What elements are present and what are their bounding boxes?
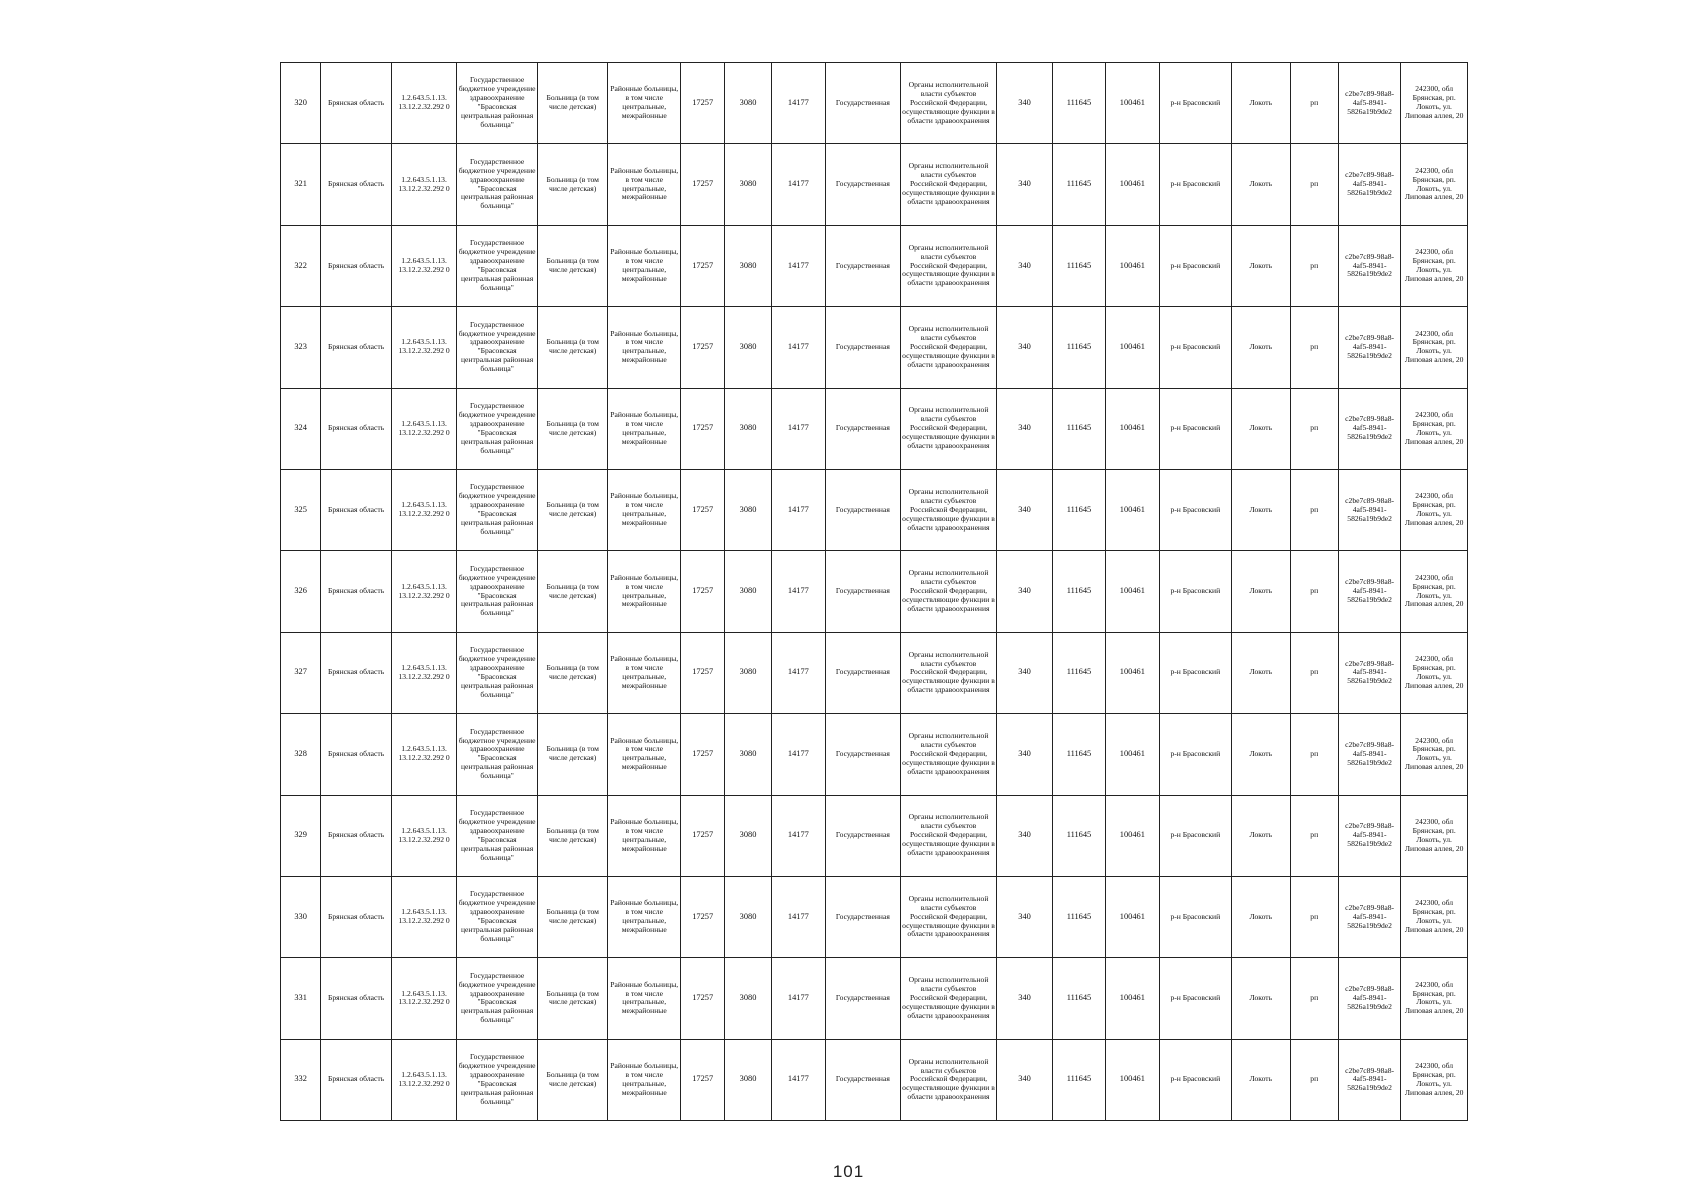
- ownership-form-cell: Государственная: [826, 714, 901, 795]
- value-2-cell: 3080: [725, 469, 771, 550]
- region-cell: Брянская область: [321, 958, 392, 1039]
- ownership-form-cell: Государственная: [826, 876, 901, 957]
- guid-cell: c2be7c89-98a8-4af5-8941-5826a19b9de2: [1338, 144, 1400, 225]
- district-cell: р-н Брасовский: [1159, 1039, 1232, 1120]
- value-2-cell: 3080: [725, 714, 771, 795]
- authority-cell: Органы исполнительной власти субъектов Российской Федерации, осуществляющие функции в области здравоохранения: [900, 876, 997, 957]
- region-cell: Брянская область: [321, 307, 392, 388]
- value-3-cell: 14177: [771, 958, 825, 1039]
- code-1-cell: 340: [997, 1039, 1052, 1120]
- code-3-cell: 100461: [1106, 795, 1159, 876]
- code-2-cell: 111645: [1052, 63, 1105, 144]
- page-number: 101: [832, 1162, 865, 1181]
- district-cell: р-н Брасовский: [1159, 469, 1232, 550]
- code-2-cell: 111645: [1052, 876, 1105, 957]
- code-3-cell: 100461: [1106, 958, 1159, 1039]
- value-3-cell: 14177: [771, 225, 825, 306]
- code-cell: 1.2.643.5.1.13. 13.12.2.32.292 0: [391, 1039, 456, 1120]
- organization-cell: Государственное бюджетное учреждение здравоохранение "Брасовская центральная районная больница": [457, 632, 538, 713]
- facility-type-cell: Больница (в том числе детская): [537, 876, 608, 957]
- district-cell: р-н Брасовский: [1159, 225, 1232, 306]
- code-1-cell: 340: [997, 307, 1052, 388]
- organization-cell: Государственное бюджетное учреждение здравоохранение "Брасовская центральная районная больница": [457, 63, 538, 144]
- code-2-cell: 111645: [1052, 225, 1105, 306]
- authority-cell: Органы исполнительной власти субъектов Российской Федерации, осуществляющие функции в области здравоохранения: [900, 63, 997, 144]
- value-3-cell: 14177: [771, 469, 825, 550]
- settlement-cell: Локоть: [1232, 307, 1290, 388]
- row-number-cell: 320: [281, 63, 321, 144]
- address-cell: 242300, обл Брянская, рп. Локоть, ул. Липовая аллея, 20: [1401, 469, 1468, 550]
- table-row: [281, 144, 1468, 225]
- address-cell: 242300, обл Брянская, рп. Локоть, ул. Липовая аллея, 20: [1401, 714, 1468, 795]
- table-row: [281, 388, 1468, 469]
- authority-cell: Органы исполнительной власти субъектов Российской Федерации, осуществляющие функции в области здравоохранения: [900, 632, 997, 713]
- row-number-cell: 330: [281, 876, 321, 957]
- settlement-type-cell: рп: [1290, 795, 1338, 876]
- code-1-cell: 340: [997, 876, 1052, 957]
- value-3-cell: 14177: [771, 876, 825, 957]
- profile-cell: Районные больницы, в том числе центральные, межрайонные: [608, 144, 681, 225]
- guid-cell: c2be7c89-98a8-4af5-8941-5826a19b9de2: [1338, 958, 1400, 1039]
- code-3-cell: 100461: [1106, 714, 1159, 795]
- settlement-type-cell: рп: [1290, 551, 1338, 632]
- address-cell: 242300, обл Брянская, рп. Локоть, ул. Липовая аллея, 20: [1401, 144, 1468, 225]
- table-body: [281, 63, 1468, 1121]
- table-row: [281, 795, 1468, 876]
- address-cell: 242300, обл Брянская, рп. Локоть, ул. Липовая аллея, 20: [1401, 1039, 1468, 1120]
- ownership-form-cell: Государственная: [826, 63, 901, 144]
- value-1-cell: 17257: [681, 1039, 725, 1120]
- settlement-cell: Локоть: [1232, 469, 1290, 550]
- value-1-cell: 17257: [681, 876, 725, 957]
- table-row: [281, 958, 1468, 1039]
- profile-cell: Районные больницы, в том числе центральные, межрайонные: [608, 876, 681, 957]
- code-3-cell: 100461: [1106, 307, 1159, 388]
- organization-cell: Государственное бюджетное учреждение здравоохранение "Брасовская центральная районная больница": [457, 876, 538, 957]
- code-cell: 1.2.643.5.1.13. 13.12.2.32.292 0: [391, 714, 456, 795]
- value-3-cell: 14177: [771, 795, 825, 876]
- address-cell: 242300, обл Брянская, рп. Локоть, ул. Липовая аллея, 20: [1401, 795, 1468, 876]
- ownership-form-cell: Государственная: [826, 144, 901, 225]
- authority-cell: Органы исполнительной власти субъектов Российской Федерации, осуществляющие функции в области здравоохранения: [900, 388, 997, 469]
- organization-cell: Государственное бюджетное учреждение здравоохранение "Брасовская центральная районная больница": [457, 225, 538, 306]
- ownership-form-cell: Государственная: [826, 795, 901, 876]
- settlement-cell: Локоть: [1232, 876, 1290, 957]
- value-3-cell: 14177: [771, 551, 825, 632]
- settlement-cell: Локоть: [1232, 714, 1290, 795]
- code-3-cell: 100461: [1106, 469, 1159, 550]
- region-cell: Брянская область: [321, 551, 392, 632]
- region-cell: Брянская область: [321, 632, 392, 713]
- authority-cell: Органы исполнительной власти субъектов Российской Федерации, осуществляющие функции в области здравоохранения: [900, 307, 997, 388]
- ownership-form-cell: Государственная: [826, 632, 901, 713]
- guid-cell: c2be7c89-98a8-4af5-8941-5826a19b9de2: [1338, 551, 1400, 632]
- code-cell: 1.2.643.5.1.13. 13.12.2.32.292 0: [391, 144, 456, 225]
- value-3-cell: 14177: [771, 632, 825, 713]
- profile-cell: Районные больницы, в том числе центральные, межрайонные: [608, 469, 681, 550]
- code-3-cell: 100461: [1106, 632, 1159, 713]
- profile-cell: Районные больницы, в том числе центральные, межрайонные: [608, 1039, 681, 1120]
- district-cell: р-н Брасовский: [1159, 63, 1232, 144]
- code-2-cell: 111645: [1052, 307, 1105, 388]
- value-2-cell: 3080: [725, 307, 771, 388]
- code-cell: 1.2.643.5.1.13. 13.12.2.32.292 0: [391, 225, 456, 306]
- row-number-cell: 327: [281, 632, 321, 713]
- code-2-cell: 111645: [1052, 551, 1105, 632]
- code-1-cell: 340: [997, 388, 1052, 469]
- authority-cell: Органы исполнительной власти субъектов Российской Федерации, осуществляющие функции в области здравоохранения: [900, 795, 997, 876]
- code-1-cell: 340: [997, 144, 1052, 225]
- code-1-cell: 340: [997, 795, 1052, 876]
- facility-type-cell: Больница (в том числе детская): [537, 1039, 608, 1120]
- hospital-registry-table: [280, 62, 1468, 1121]
- district-cell: р-н Брасовский: [1159, 632, 1232, 713]
- row-number-cell: 322: [281, 225, 321, 306]
- organization-cell: Государственное бюджетное учреждение здравоохранение "Брасовская центральная районная больница": [457, 795, 538, 876]
- value-1-cell: 17257: [681, 63, 725, 144]
- settlement-cell: Локоть: [1232, 958, 1290, 1039]
- authority-cell: Органы исполнительной власти субъектов Российской Федерации, осуществляющие функции в области здравоохранения: [900, 958, 997, 1039]
- settlement-type-cell: рп: [1290, 307, 1338, 388]
- organization-cell: Государственное бюджетное учреждение здравоохранение "Брасовская центральная районная больница": [457, 1039, 538, 1120]
- region-cell: Брянская область: [321, 1039, 392, 1120]
- profile-cell: Районные больницы, в том числе центральные, межрайонные: [608, 632, 681, 713]
- table-row: [281, 225, 1468, 306]
- profile-cell: Районные больницы, в том числе центральные, межрайонные: [608, 388, 681, 469]
- profile-cell: Районные больницы, в том числе центральные, межрайонные: [608, 63, 681, 144]
- profile-cell: Районные больницы, в том числе центральные, межрайонные: [608, 795, 681, 876]
- district-cell: р-н Брасовский: [1159, 714, 1232, 795]
- row-number-cell: 329: [281, 795, 321, 876]
- settlement-cell: Локоть: [1232, 632, 1290, 713]
- ownership-form-cell: Государственная: [826, 551, 901, 632]
- table-row: [281, 307, 1468, 388]
- value-3-cell: 14177: [771, 144, 825, 225]
- guid-cell: c2be7c89-98a8-4af5-8941-5826a19b9de2: [1338, 1039, 1400, 1120]
- code-3-cell: 100461: [1106, 876, 1159, 957]
- facility-type-cell: Больница (в том числе детская): [537, 958, 608, 1039]
- address-cell: 242300, обл Брянская, рп. Локоть, ул. Липовая аллея, 20: [1401, 307, 1468, 388]
- row-number-cell: 323: [281, 307, 321, 388]
- ownership-form-cell: Государственная: [826, 958, 901, 1039]
- row-number-cell: 321: [281, 144, 321, 225]
- address-cell: 242300, обл Брянская, рп. Локоть, ул. Липовая аллея, 20: [1401, 388, 1468, 469]
- settlement-cell: Локоть: [1232, 795, 1290, 876]
- authority-cell: Органы исполнительной власти субъектов Российской Федерации, осуществляющие функции в области здравоохранения: [900, 469, 997, 550]
- address-cell: 242300, обл Брянская, рп. Локоть, ул. Липовая аллея, 20: [1401, 225, 1468, 306]
- settlement-cell: Локоть: [1232, 388, 1290, 469]
- address-cell: 242300, обл Брянская, рп. Локоть, ул. Липовая аллея, 20: [1401, 63, 1468, 144]
- value-1-cell: 17257: [681, 225, 725, 306]
- guid-cell: c2be7c89-98a8-4af5-8941-5826a19b9de2: [1338, 225, 1400, 306]
- value-3-cell: 14177: [771, 307, 825, 388]
- ownership-form-cell: Государственная: [826, 469, 901, 550]
- region-cell: Брянская область: [321, 63, 392, 144]
- value-2-cell: 3080: [725, 225, 771, 306]
- value-1-cell: 17257: [681, 551, 725, 632]
- table-row: [281, 551, 1468, 632]
- value-2-cell: 3080: [725, 958, 771, 1039]
- region-cell: Брянская область: [321, 469, 392, 550]
- code-3-cell: 100461: [1106, 551, 1159, 632]
- settlement-type-cell: рп: [1290, 958, 1338, 1039]
- ownership-form-cell: Государственная: [826, 307, 901, 388]
- facility-type-cell: Больница (в том числе детская): [537, 225, 608, 306]
- row-number-cell: 328: [281, 714, 321, 795]
- guid-cell: c2be7c89-98a8-4af5-8941-5826a19b9de2: [1338, 307, 1400, 388]
- settlement-type-cell: рп: [1290, 632, 1338, 713]
- profile-cell: Районные больницы, в том числе центральные, межрайонные: [608, 307, 681, 388]
- district-cell: р-н Брасовский: [1159, 958, 1232, 1039]
- row-number-cell: 331: [281, 958, 321, 1039]
- guid-cell: c2be7c89-98a8-4af5-8941-5826a19b9de2: [1338, 63, 1400, 144]
- code-2-cell: 111645: [1052, 632, 1105, 713]
- code-2-cell: 111645: [1052, 958, 1105, 1039]
- district-cell: р-н Брасовский: [1159, 307, 1232, 388]
- profile-cell: Районные больницы, в том числе центральные, межрайонные: [608, 714, 681, 795]
- table-row: [281, 632, 1468, 713]
- region-cell: Брянская область: [321, 714, 392, 795]
- code-2-cell: 111645: [1052, 795, 1105, 876]
- ownership-form-cell: Государственная: [826, 388, 901, 469]
- address-cell: 242300, обл Брянская, рп. Локоть, ул. Липовая аллея, 20: [1401, 958, 1468, 1039]
- authority-cell: Органы исполнительной власти субъектов Российской Федерации, осуществляющие функции в области здравоохранения: [900, 1039, 997, 1120]
- settlement-cell: Локоть: [1232, 144, 1290, 225]
- code-cell: 1.2.643.5.1.13. 13.12.2.32.292 0: [391, 307, 456, 388]
- profile-cell: Районные больницы, в том числе центральные, межрайонные: [608, 551, 681, 632]
- value-2-cell: 3080: [725, 1039, 771, 1120]
- code-2-cell: 111645: [1052, 714, 1105, 795]
- settlement-type-cell: рп: [1290, 1039, 1338, 1120]
- address-cell: 242300, обл Брянская, рп. Локоть, ул. Липовая аллея, 20: [1401, 551, 1468, 632]
- code-cell: 1.2.643.5.1.13. 13.12.2.32.292 0: [391, 795, 456, 876]
- code-3-cell: 100461: [1106, 388, 1159, 469]
- region-cell: Брянская область: [321, 388, 392, 469]
- ownership-form-cell: Государственная: [826, 1039, 901, 1120]
- facility-type-cell: Больница (в том числе детская): [537, 144, 608, 225]
- organization-cell: Государственное бюджетное учреждение здравоохранение "Брасовская центральная районная больница": [457, 958, 538, 1039]
- value-3-cell: 14177: [771, 714, 825, 795]
- code-1-cell: 340: [997, 714, 1052, 795]
- code-cell: 1.2.643.5.1.13. 13.12.2.32.292 0: [391, 876, 456, 957]
- row-number-cell: 326: [281, 551, 321, 632]
- facility-type-cell: Больница (в том числе детская): [537, 714, 608, 795]
- value-1-cell: 17257: [681, 632, 725, 713]
- guid-cell: c2be7c89-98a8-4af5-8941-5826a19b9de2: [1338, 795, 1400, 876]
- guid-cell: c2be7c89-98a8-4af5-8941-5826a19b9de2: [1338, 388, 1400, 469]
- organization-cell: Государственное бюджетное учреждение здравоохранение "Брасовская центральная районная больница": [457, 388, 538, 469]
- code-cell: 1.2.643.5.1.13. 13.12.2.32.292 0: [391, 551, 456, 632]
- settlement-type-cell: рп: [1290, 469, 1338, 550]
- organization-cell: Государственное бюджетное учреждение здравоохранение "Брасовская центральная районная больница": [457, 144, 538, 225]
- settlement-cell: Локоть: [1232, 551, 1290, 632]
- row-number-cell: 325: [281, 469, 321, 550]
- district-cell: р-н Брасовский: [1159, 551, 1232, 632]
- region-cell: Брянская область: [321, 876, 392, 957]
- authority-cell: Органы исполнительной власти субъектов Российской Федерации, осуществляющие функции в области здравоохранения: [900, 225, 997, 306]
- code-1-cell: 340: [997, 63, 1052, 144]
- code-1-cell: 340: [997, 958, 1052, 1039]
- authority-cell: Органы исполнительной власти субъектов Российской Федерации, осуществляющие функции в области здравоохранения: [900, 551, 997, 632]
- guid-cell: c2be7c89-98a8-4af5-8941-5826a19b9de2: [1338, 469, 1400, 550]
- settlement-type-cell: рп: [1290, 388, 1338, 469]
- settlement-type-cell: рп: [1290, 714, 1338, 795]
- address-cell: 242300, обл Брянская, рп. Локоть, ул. Липовая аллея, 20: [1401, 632, 1468, 713]
- value-2-cell: 3080: [725, 795, 771, 876]
- ownership-form-cell: Государственная: [826, 225, 901, 306]
- value-1-cell: 17257: [681, 714, 725, 795]
- guid-cell: c2be7c89-98a8-4af5-8941-5826a19b9de2: [1338, 632, 1400, 713]
- guid-cell: c2be7c89-98a8-4af5-8941-5826a19b9de2: [1338, 876, 1400, 957]
- district-cell: р-н Брасовский: [1159, 388, 1232, 469]
- guid-cell: c2be7c89-98a8-4af5-8941-5826a19b9de2: [1338, 714, 1400, 795]
- row-number-cell: 332: [281, 1039, 321, 1120]
- value-2-cell: 3080: [725, 632, 771, 713]
- code-cell: 1.2.643.5.1.13. 13.12.2.32.292 0: [391, 958, 456, 1039]
- code-2-cell: 111645: [1052, 1039, 1105, 1120]
- value-1-cell: 17257: [681, 469, 725, 550]
- facility-type-cell: Больница (в том числе детская): [537, 63, 608, 144]
- code-3-cell: 100461: [1106, 225, 1159, 306]
- table-row: [281, 469, 1468, 550]
- organization-cell: Государственное бюджетное учреждение здравоохранение "Брасовская центральная районная больница": [457, 551, 538, 632]
- region-cell: Брянская область: [321, 225, 392, 306]
- value-3-cell: 14177: [771, 63, 825, 144]
- profile-cell: Районные больницы, в том числе центральные, межрайонные: [608, 958, 681, 1039]
- code-3-cell: 100461: [1106, 144, 1159, 225]
- settlement-type-cell: рп: [1290, 63, 1338, 144]
- settlement-type-cell: рп: [1290, 144, 1338, 225]
- facility-type-cell: Больница (в том числе детская): [537, 469, 608, 550]
- code-1-cell: 340: [997, 469, 1052, 550]
- value-2-cell: 3080: [725, 144, 771, 225]
- code-1-cell: 340: [997, 632, 1052, 713]
- region-cell: Брянская область: [321, 144, 392, 225]
- code-cell: 1.2.643.5.1.13. 13.12.2.32.292 0: [391, 469, 456, 550]
- value-1-cell: 17257: [681, 388, 725, 469]
- row-number-cell: 324: [281, 388, 321, 469]
- settlement-type-cell: рп: [1290, 876, 1338, 957]
- settlement-type-cell: рп: [1290, 225, 1338, 306]
- facility-type-cell: Больница (в том числе детская): [537, 307, 608, 388]
- value-1-cell: 17257: [681, 958, 725, 1039]
- value-1-cell: 17257: [681, 795, 725, 876]
- authority-cell: Органы исполнительной власти субъектов Российской Федерации, осуществляющие функции в области здравоохранения: [900, 144, 997, 225]
- settlement-cell: Локоть: [1232, 63, 1290, 144]
- value-3-cell: 14177: [771, 388, 825, 469]
- code-3-cell: 100461: [1106, 1039, 1159, 1120]
- district-cell: р-н Брасовский: [1159, 144, 1232, 225]
- facility-type-cell: Больница (в том числе детская): [537, 632, 608, 713]
- code-cell: 1.2.643.5.1.13. 13.12.2.32.292 0: [391, 388, 456, 469]
- table-row: [281, 714, 1468, 795]
- facility-type-cell: Больница (в том числе детская): [537, 795, 608, 876]
- value-2-cell: 3080: [725, 63, 771, 144]
- code-2-cell: 111645: [1052, 388, 1105, 469]
- authority-cell: Органы исполнительной власти субъектов Российской Федерации, осуществляющие функции в области здравоохранения: [900, 714, 997, 795]
- value-2-cell: 3080: [725, 551, 771, 632]
- district-cell: р-н Брасовский: [1159, 876, 1232, 957]
- code-1-cell: 340: [997, 225, 1052, 306]
- organization-cell: Государственное бюджетное учреждение здравоохранение "Брасовская центральная районная больница": [457, 469, 538, 550]
- facility-type-cell: Больница (в том числе детская): [537, 388, 608, 469]
- code-1-cell: 340: [997, 551, 1052, 632]
- value-2-cell: 3080: [725, 876, 771, 957]
- value-1-cell: 17257: [681, 307, 725, 388]
- district-cell: р-н Брасовский: [1159, 795, 1232, 876]
- settlement-cell: Локоть: [1232, 225, 1290, 306]
- code-2-cell: 111645: [1052, 144, 1105, 225]
- settlement-cell: Локоть: [1232, 1039, 1290, 1120]
- organization-cell: Государственное бюджетное учреждение здравоохранение "Брасовская центральная районная больница": [457, 714, 538, 795]
- value-1-cell: 17257: [681, 144, 725, 225]
- code-3-cell: 100461: [1106, 63, 1159, 144]
- code-2-cell: 111645: [1052, 469, 1105, 550]
- organization-cell: Государственное бюджетное учреждение здравоохранение "Брасовская центральная районная больница": [457, 307, 538, 388]
- profile-cell: Районные больницы, в том числе центральные, межрайонные: [608, 225, 681, 306]
- table-row: [281, 1039, 1468, 1120]
- table-row: [281, 876, 1468, 957]
- region-cell: Брянская область: [321, 795, 392, 876]
- facility-type-cell: Больница (в том числе детская): [537, 551, 608, 632]
- code-cell: 1.2.643.5.1.13. 13.12.2.32.292 0: [391, 63, 456, 144]
- code-cell: 1.2.643.5.1.13. 13.12.2.32.292 0: [391, 632, 456, 713]
- table-row: [281, 63, 1468, 144]
- value-3-cell: 14177: [771, 1039, 825, 1120]
- value-2-cell: 3080: [725, 388, 771, 469]
- address-cell: 242300, обл Брянская, рп. Локоть, ул. Липовая аллея, 20: [1401, 876, 1468, 957]
